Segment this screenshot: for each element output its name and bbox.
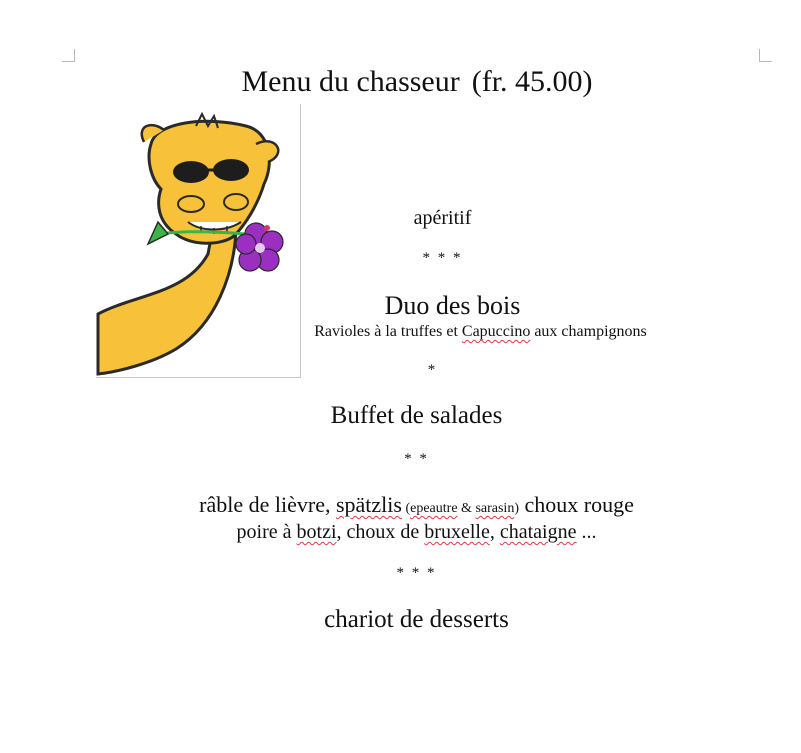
side-botzi: botzi xyxy=(296,521,337,543)
duo-desc-part-1: Ravioles à la truffes et xyxy=(314,323,462,340)
menu-title-text: Menu du chasseur xyxy=(241,65,460,98)
course-sides xyxy=(16,521,801,544)
main-part-1: râble de lièvre, xyxy=(199,492,336,517)
course-duo-description xyxy=(80,323,801,341)
course-buffet-de-salades: Buffet de salades xyxy=(330,402,503,429)
menu-title xyxy=(0,64,801,100)
main-epeautre: epeautre xyxy=(410,501,458,516)
main-spatzlis: spätzlis xyxy=(335,492,402,517)
side-part-1: poire à xyxy=(236,521,297,543)
side-part-3: , xyxy=(489,521,500,543)
main-paren-mid: & xyxy=(457,501,476,516)
separator-4: * * * xyxy=(396,565,437,581)
course-dessert: chariot de desserts xyxy=(324,606,509,633)
side-part-2: , choux de xyxy=(336,521,425,543)
separator-3: * * xyxy=(404,451,429,467)
main-sarasin: sarasin xyxy=(475,501,515,516)
side-part-4: ... xyxy=(576,521,597,543)
course-main xyxy=(16,492,801,518)
page-corner-marker-top-right xyxy=(759,49,772,62)
duo-desc-capuccino: Capuccino xyxy=(461,323,531,340)
menu-price: (fr. 45.00) xyxy=(471,65,593,98)
main-paren-close: ) xyxy=(514,501,519,516)
main-paren-open: ( xyxy=(401,501,411,516)
separator-2: * xyxy=(427,362,438,378)
main-part-2: choux rouge xyxy=(519,492,634,517)
course-duo-des-bois: Duo des bois xyxy=(384,291,521,320)
duo-desc-part-2: aux champignons xyxy=(530,323,647,340)
course-aperitif: apéritif xyxy=(413,207,472,229)
page-corner-marker-top-left xyxy=(62,49,75,62)
side-chataigne: chataigne xyxy=(499,521,577,543)
separator-1: * * * xyxy=(422,250,463,266)
side-bruxelle: bruxelle xyxy=(424,521,490,543)
